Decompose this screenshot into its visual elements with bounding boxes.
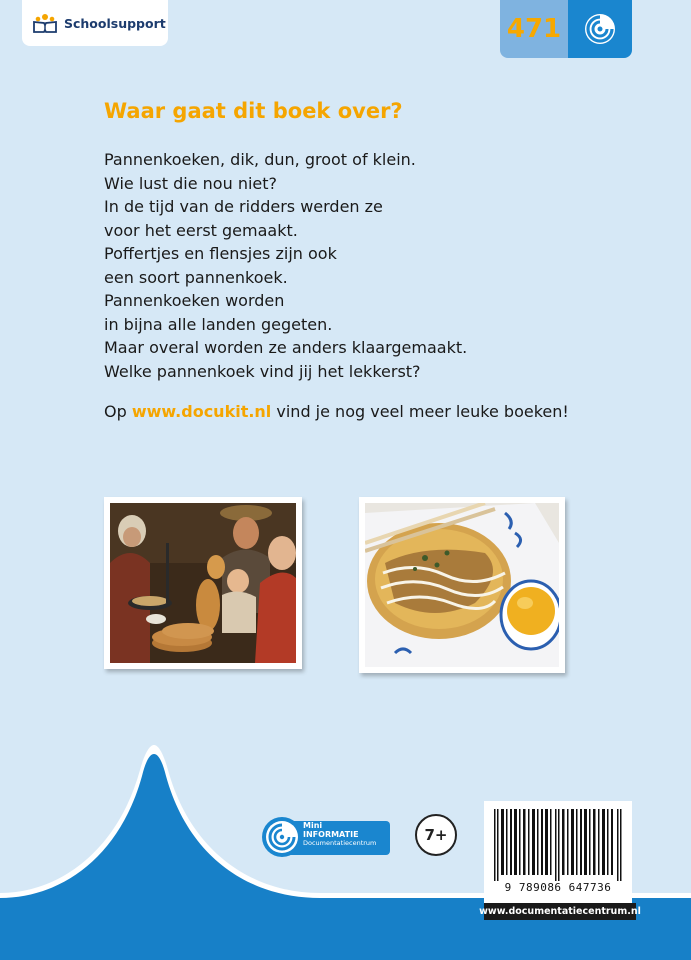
book-people-icon [32,12,58,34]
series-icon-box [568,0,632,58]
description-line: Pannenkoeken, dik, dun, groot of klein. [104,150,416,169]
description-text [104,148,624,383]
description-line: Welke pannenkoek vind jij het lekkerst? [104,361,421,381]
description-line: een soort pannenkoek. [104,267,288,287]
description-line: In de tijd van de ridders werden ze [104,197,383,216]
promo-suffix: vind je nog veel meer leuke boeken! [271,402,569,421]
pancake-painting-image [110,503,296,663]
book-number-box [500,0,568,58]
promo-prefix: Op [104,402,132,421]
barcode-bars [492,809,624,881]
isbn-number: 9 789086 647736 [504,881,612,894]
age-indicator: 7+ [415,814,457,856]
website-strip[interactable]: www.documentatiecentrum.nl [484,903,636,920]
section-heading: Waar gaat dit boek over? [104,99,403,123]
badge-line-mini: Mini [303,821,323,830]
docukit-link[interactable]: www.docukit.nl [131,402,272,421]
badge-text [303,821,376,848]
documentatiecentrum-swirl-icon [583,12,617,46]
description-line: Wie lust die nou niet? [104,173,278,193]
description-line: Pannenkoeken worden [104,291,285,310]
schoolsupport-logo[interactable] [22,0,168,46]
book-number-tab [500,0,632,58]
promo-line [104,402,569,421]
badge-line-informatie: INFORMATIE [303,830,359,839]
description-line: voor het eerst gemaakt. [104,220,298,240]
badge-line-documentatiecentrum: Documentatiecentrum [303,839,377,847]
description-line: Maar overal worden ze anders klaargemaakt. [104,338,468,357]
okonomiyaki-photo [359,497,565,673]
barcode [484,801,632,903]
okonomiyaki-image [365,503,559,667]
description-line: Poffertjes en flensjes zijn ook [104,244,337,263]
book-number: 471 [506,14,562,44]
logo-label: Schoolsupport [64,15,166,31]
description-line: in bijna alle landen gegeten. [104,314,333,334]
pancake-painting-photo [104,497,302,669]
